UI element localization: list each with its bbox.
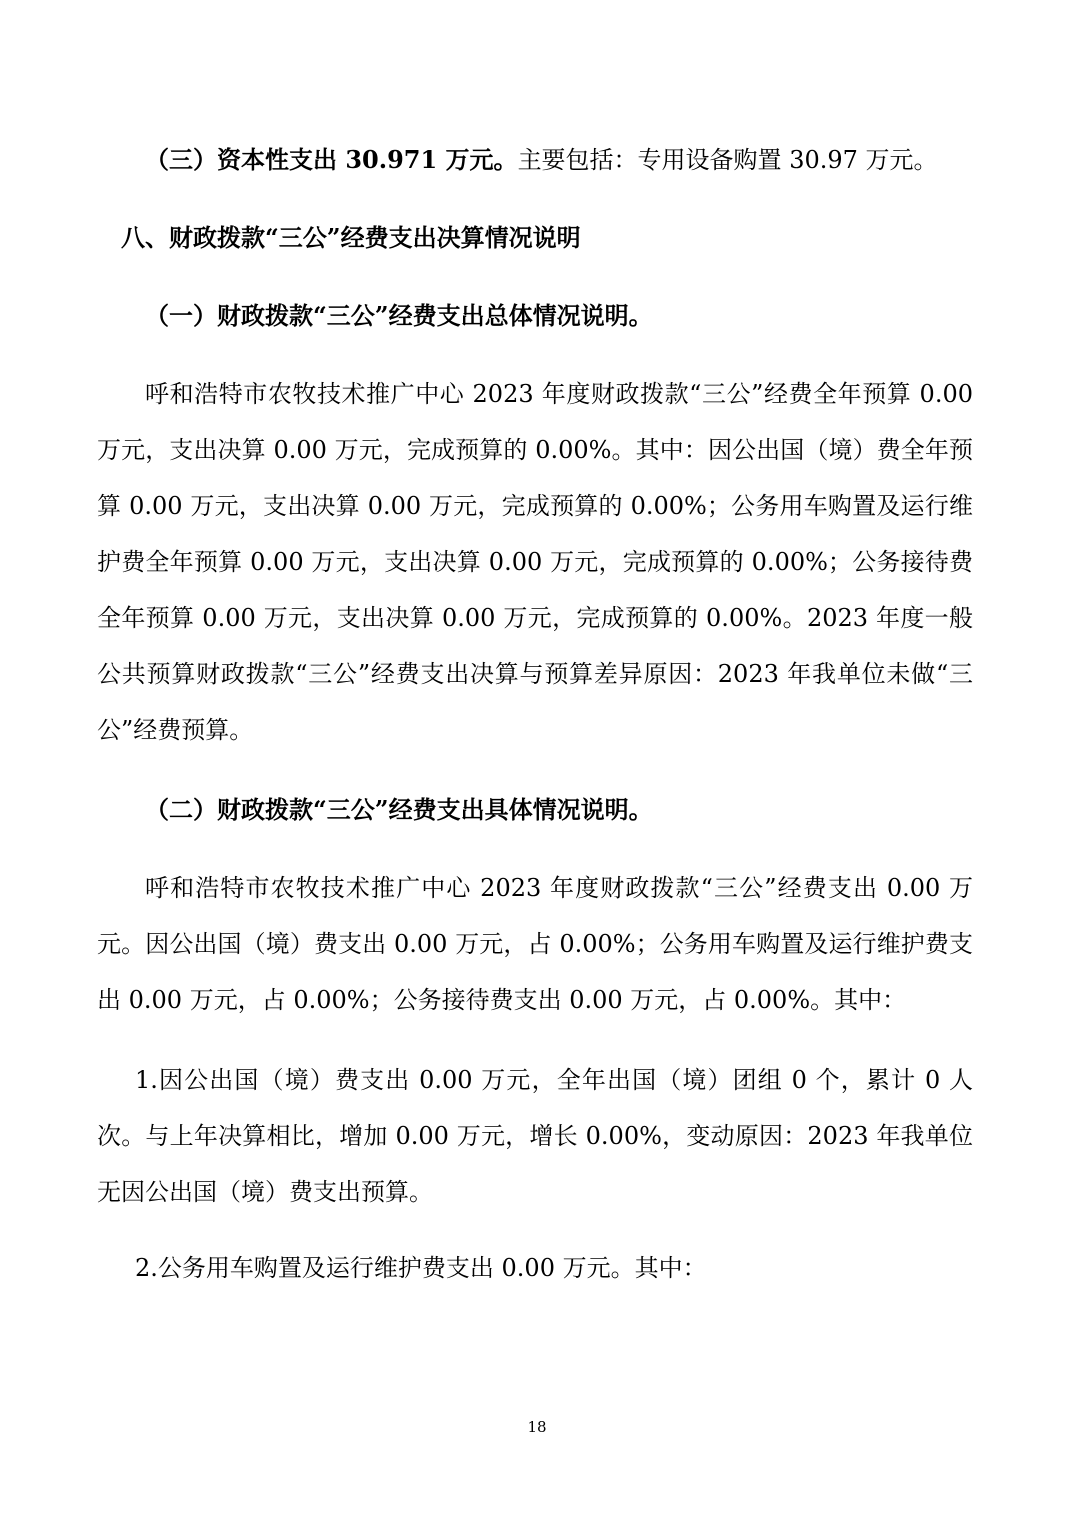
capital-expenditure-line <box>145 145 938 174</box>
subsection-one-paragraph: 呼和浩特市农牧技术推广中心 2023 年度财政拨款“三公”经费全年预算 0.00 万元，支出决算 0.00 万元，完成预算的 0.00%。其中：因公出国（境）费全年预算 0.00 万元，支出决算 0.00 万元，完成预算的 0.00%；公务用车购置及运行维护费全年预算 0.00 万元，支出决算 0.00 万元，完成预算的 0.00%；公务接待费全年预算 0.00 万元，支出决算 0.00 万元，完成预算的 0.00%。2023 年度一般公共预算财政拨款“三公”经费支出决算与预算差异原因：2023 年我单位未做“三公”经费预算。 <box>97 380 973 744</box>
item-one-paragraph: 1.因公出国（境）费支出 0.00 万元，全年出国（境）团组 0 个，累计 0 人次。与上年决算相比，增加 0.00 万元，增长 0.00%，变动原因：2023 年我单位无因公出国（境）费支出预算。 <box>97 1066 973 1206</box>
page-number: 18 <box>527 1418 547 1436</box>
capital-expenditure-lead: （三）资本性支出 30.971 万元。 <box>145 145 518 174</box>
subsection-two-heading: （二）财政拨款“三公”经费支出具体情况说明。 <box>145 795 653 824</box>
item-two-line: 2.公务用车购置及运行维护费支出 0.00 万元。其中： <box>135 1254 707 1282</box>
capital-expenditure-detail: 主要包括：专用设备购置 30.97 万元。 <box>517 146 938 174</box>
subsection-two-paragraph: 呼和浩特市农牧技术推广中心 2023 年度财政拨款“三公”经费支出 0.00 万元。因公出国（境）费支出 0.00 万元，占 0.00%；公务用车购置及运行维护费支出 0.00 万元，占 0.00%；公务接待费支出 0.00 万元，占 0.00%。其中： <box>97 874 973 1014</box>
section-eight-heading: 八、财政拨款“三公”经费支出决算情况说明 <box>121 223 581 252</box>
subsection-one-heading: （一）财政拨款“三公”经费支出总体情况说明。 <box>145 301 653 330</box>
